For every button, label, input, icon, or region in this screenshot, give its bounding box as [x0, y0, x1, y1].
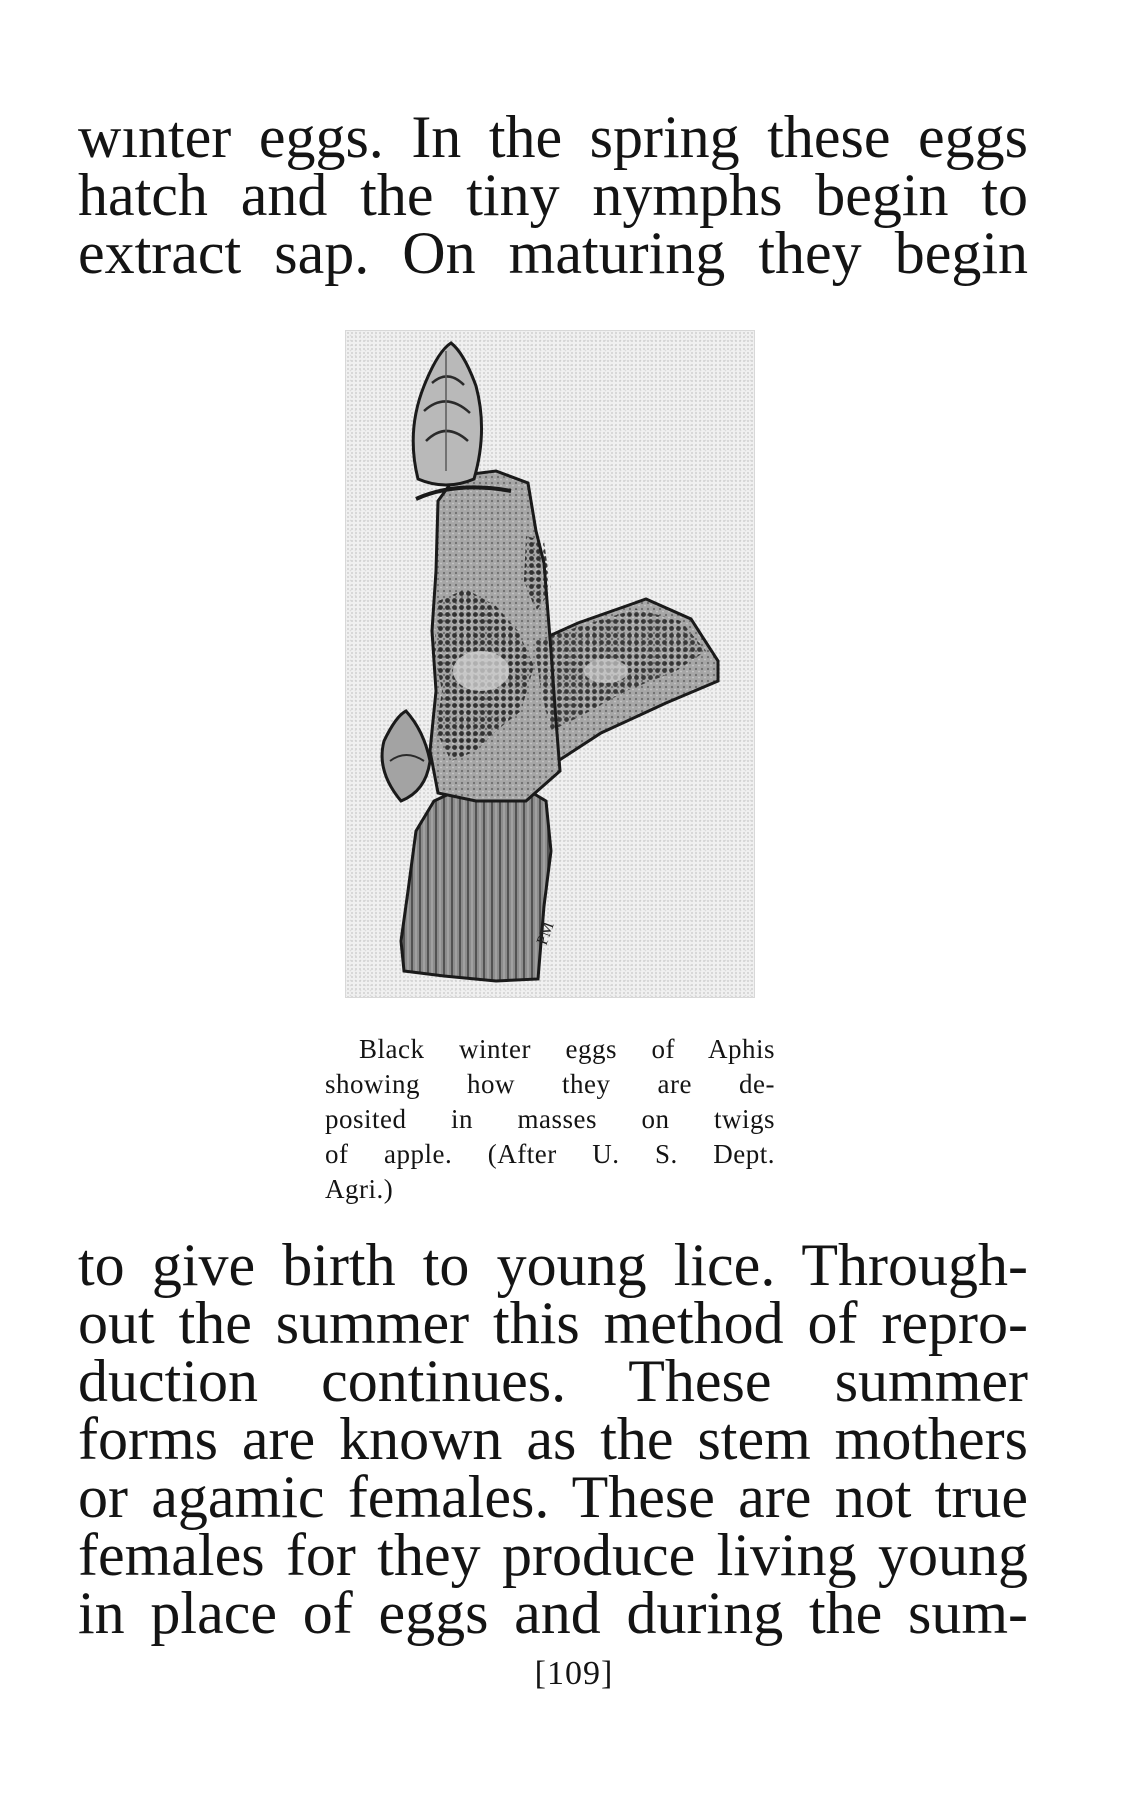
- text-line: extract sap. On maturing they begin: [78, 220, 1028, 286]
- text-line: to give birth to young lice. Through-: [78, 1232, 1028, 1298]
- top-paragraph: [78, 104, 1028, 286]
- figure-caption: [325, 1032, 775, 1207]
- twig-drawing: [346, 331, 754, 997]
- caption-line: posited in masses on twigs: [325, 1104, 775, 1134]
- text-line: hatch and the tiny nymphs begin to: [78, 162, 1028, 228]
- bottom-paragraph: [78, 1232, 1028, 1646]
- text-line: in place of eggs and during the sum-: [78, 1580, 1028, 1646]
- page-number: [109]: [534, 1655, 614, 1692]
- apple-twig-illustration: [345, 330, 755, 998]
- text-line: or agamic females. These are not true: [78, 1464, 1028, 1530]
- text-line: wınter eggs. In the spring these eggs: [78, 104, 1028, 170]
- caption-line: showing how they are de-: [325, 1069, 775, 1099]
- text-line: duction continues. These summer: [78, 1348, 1028, 1414]
- svg-text:PM: PM: [533, 919, 558, 948]
- caption-line: Black winter eggs of Aphis: [359, 1034, 775, 1064]
- caption-line: Agri.): [325, 1174, 394, 1204]
- caption-line: of apple. (After U. S. Dept.: [325, 1139, 775, 1169]
- text-line: forms are known as the stem mothers: [78, 1406, 1028, 1472]
- text-line: females for they produce living young: [78, 1522, 1028, 1588]
- text-line: out the summer this method of repro-: [78, 1290, 1028, 1356]
